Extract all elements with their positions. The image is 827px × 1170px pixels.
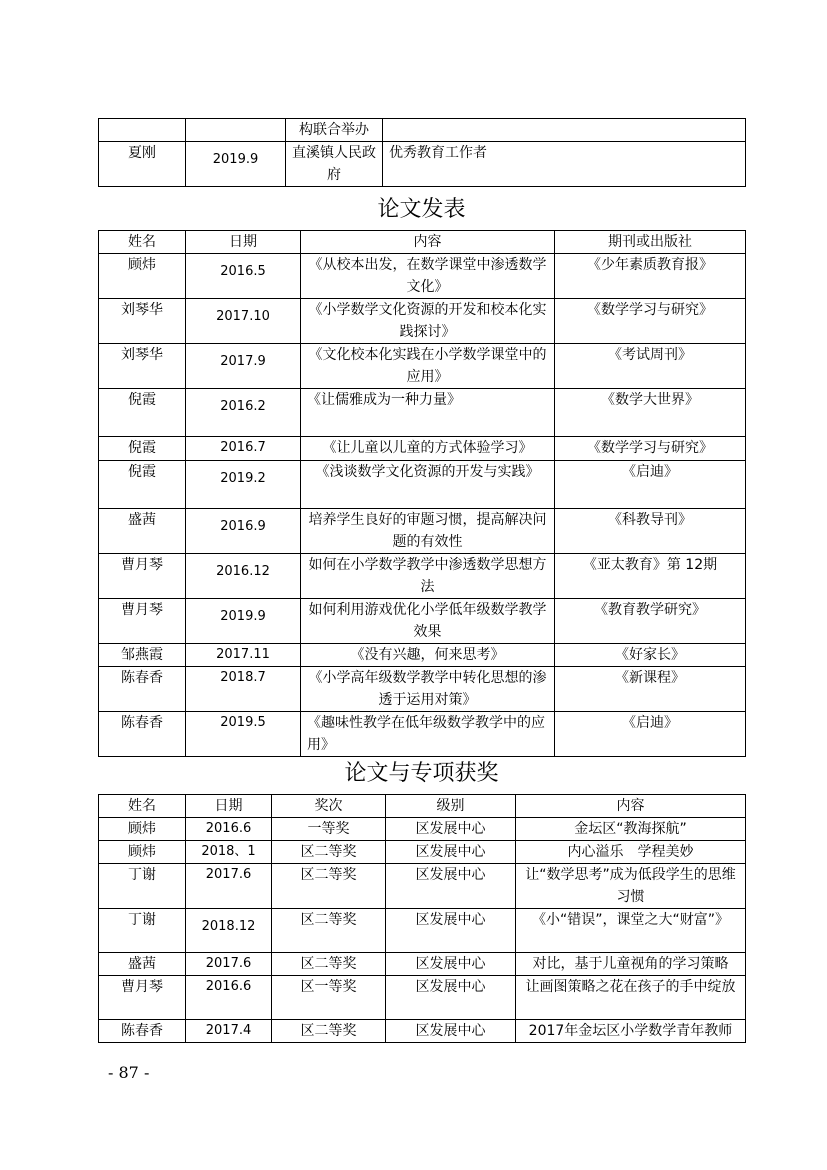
cell-name: 陈春香	[99, 712, 186, 757]
cell-name: 刘琴华	[99, 344, 186, 389]
cell-name: 夏刚	[99, 142, 186, 187]
cell-date: 2017.4	[186, 1020, 272, 1043]
cell-prize: 区一等奖	[272, 976, 386, 1020]
cell-date: 2017.6	[186, 953, 272, 976]
cell-org: 直溪镇人民政府	[286, 142, 383, 187]
cell-journal: 《新课程》	[555, 667, 746, 712]
cell-content: 《趣味性教学在低年级数学教学中的应用》	[301, 712, 555, 757]
cell-journal: 《启迪》	[555, 461, 746, 509]
header-name: 姓名	[99, 231, 186, 254]
table-row	[99, 644, 746, 667]
cell-name: 倪霞	[99, 389, 186, 437]
table-row	[99, 461, 746, 509]
cell-prize: 区二等奖	[272, 1020, 386, 1043]
cell-level: 区发展中心	[386, 864, 516, 909]
cell-journal: 《亚太教育》第 12期	[555, 554, 746, 599]
table-row	[99, 142, 746, 187]
cell-date: 2017.6	[186, 864, 272, 909]
cell-org: 构联合举办	[286, 119, 383, 142]
cell-level: 区发展中心	[386, 953, 516, 976]
cell-journal: 《启迪》	[555, 712, 746, 757]
cell-date: 2016.6	[186, 976, 272, 1020]
header-date: 日期	[186, 231, 301, 254]
header-level: 级别	[386, 795, 516, 818]
cell-name: 顾炜	[99, 254, 186, 299]
papers-table	[98, 230, 746, 757]
page-number: - 87 -	[108, 1063, 150, 1082]
table-row	[99, 667, 746, 712]
cell-journal: 《考试周刊》	[555, 344, 746, 389]
cell-journal: 《科教导刊》	[555, 509, 746, 554]
cell-level: 区发展中心	[386, 909, 516, 953]
cell-date: 2016.9	[186, 509, 301, 554]
table-row	[99, 599, 746, 644]
header-date: 日期	[186, 795, 272, 818]
cell-name: 陈春香	[99, 667, 186, 712]
cell-date: 2017.10	[186, 299, 301, 344]
cell-journal: 《教育教学研究》	[555, 599, 746, 644]
cell-content: 2017年金坛区小学数学青年教师	[516, 1020, 746, 1043]
cell-content: 如何利用游戏优化小学低年级数学教学效果	[301, 599, 555, 644]
table-row	[99, 119, 746, 142]
table-header-row	[99, 231, 746, 254]
cell-content: 内心溢乐 学程美妙	[516, 841, 746, 864]
table-row	[99, 509, 746, 554]
cell-date: 2018.7	[186, 667, 301, 712]
table-row	[99, 909, 746, 953]
cell-content: 《没有兴趣，何来思考》	[301, 644, 555, 667]
cell-content: 金坛区“教海探航”	[516, 818, 746, 841]
header-content: 内容	[516, 795, 746, 818]
cell-date: 2017.11	[186, 644, 301, 667]
cell-content: 《浅谈数学文化资源的开发与实践》	[301, 461, 555, 509]
cell-content: 《让儿童以儿童的方式体验学习》	[301, 437, 555, 461]
cell-prize: 区二等奖	[272, 864, 386, 909]
cell-name	[99, 119, 186, 142]
cell-level: 区发展中心	[386, 976, 516, 1020]
cell-name: 倪霞	[99, 461, 186, 509]
table-row	[99, 254, 746, 299]
cell-level: 区发展中心	[386, 841, 516, 864]
section-title-papers: 论文发表	[377, 197, 466, 222]
cell-name: 陈春香	[99, 1020, 186, 1043]
cell-date: 2016.7	[186, 437, 301, 461]
cell-content: 对比，基于儿童视角的学习策略	[516, 953, 746, 976]
cell-name: 曹月琴	[99, 599, 186, 644]
cell-content: 让画图策略之花在孩子的手中绽放	[516, 976, 746, 1020]
cell-date: 2016.12	[186, 554, 301, 599]
header-content: 内容	[301, 231, 555, 254]
cell-name: 丁谢	[99, 909, 186, 953]
cell-content: 《让儒雅成为一种力量》	[301, 389, 555, 437]
award-continuation-table	[98, 118, 746, 187]
table-row	[99, 953, 746, 976]
cell-date: 2016.2	[186, 389, 301, 437]
cell-date: 2016.6	[186, 818, 272, 841]
cell-content: 《文化校本化实践在小学数学课堂中的应用》	[301, 344, 555, 389]
cell-name: 盛茜	[99, 953, 186, 976]
cell-content: 《小“错误”，课堂之大“财富”》	[516, 909, 746, 953]
cell-date: 2019.5	[186, 712, 301, 757]
cell-date: 2019.2	[186, 461, 301, 509]
cell-content: 《小学数学文化资源的开发和校本化实践探讨》	[301, 299, 555, 344]
cell-level: 区发展中心	[386, 1020, 516, 1043]
cell-name: 丁谢	[99, 864, 186, 909]
cell-name: 盛茜	[99, 509, 186, 554]
table-row	[99, 389, 746, 437]
cell-prize: 区二等奖	[272, 841, 386, 864]
table-row	[99, 976, 746, 1020]
cell-journal: 《少年素质教育报》	[555, 254, 746, 299]
cell-name: 倪霞	[99, 437, 186, 461]
table-row	[99, 437, 746, 461]
cell-content: 优秀教育工作者	[383, 142, 746, 187]
cell-content: 让“数学思考”成为低段学生的思维习惯	[516, 864, 746, 909]
cell-content: 《小学高年级数学教学中转化思想的渗透于运用对策》	[301, 667, 555, 712]
table-row	[99, 1020, 746, 1043]
cell-date: 2017.9	[186, 344, 301, 389]
cell-date: 2016.5	[186, 254, 301, 299]
cell-name: 邹燕霞	[99, 644, 186, 667]
cell-prize: 区二等奖	[272, 953, 386, 976]
table-row	[99, 864, 746, 909]
cell-date: 2018.12	[186, 909, 272, 953]
section-title-awards: 论文与专项获奖	[344, 761, 499, 786]
header-journal: 期刊或出版社	[555, 231, 746, 254]
cell-name: 曹月琴	[99, 976, 186, 1020]
cell-name: 刘琴华	[99, 299, 186, 344]
cell-journal: 《数学大世界》	[555, 389, 746, 437]
cell-name: 顾炜	[99, 818, 186, 841]
table-row	[99, 841, 746, 864]
cell-date	[186, 119, 286, 142]
table-row	[99, 818, 746, 841]
header-name: 姓名	[99, 795, 186, 818]
table-row	[99, 299, 746, 344]
cell-date: 2019.9	[186, 142, 286, 187]
cell-journal: 《好家长》	[555, 644, 746, 667]
cell-content: 《从校本出发，在数学课堂中渗透数学文化》	[301, 254, 555, 299]
table-row	[99, 554, 746, 599]
table-header-row	[99, 795, 746, 818]
cell-name: 顾炜	[99, 841, 186, 864]
cell-level: 区发展中心	[386, 818, 516, 841]
cell-prize: 区二等奖	[272, 909, 386, 953]
cell-journal: 《数学学习与研究》	[555, 437, 746, 461]
table-row	[99, 344, 746, 389]
cell-name: 曹月琴	[99, 554, 186, 599]
cell-content: 培养学生良好的审题习惯，提高解决问题的有效性	[301, 509, 555, 554]
cell-content: 如何在小学数学教学中渗透数学思想方法	[301, 554, 555, 599]
cell-date: 2018、1	[186, 841, 272, 864]
header-prize: 奖次	[272, 795, 386, 818]
table-row	[99, 712, 746, 757]
cell-journal: 《数学学习与研究》	[555, 299, 746, 344]
cell-content	[383, 119, 746, 142]
awards-table	[98, 794, 746, 1043]
cell-date: 2019.9	[186, 599, 301, 644]
cell-prize: 一等奖	[272, 818, 386, 841]
